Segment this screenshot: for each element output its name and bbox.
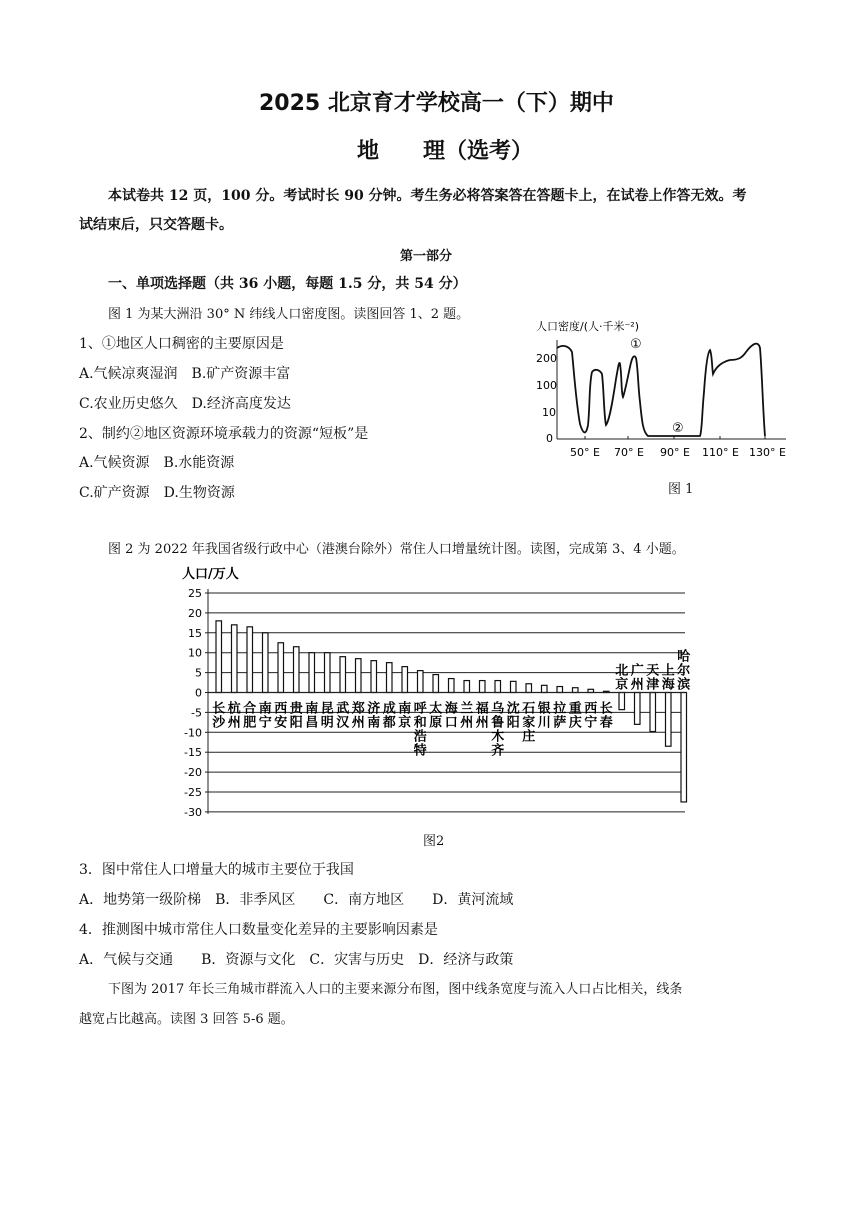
fig2-bar [418, 671, 424, 693]
fig2-ytick-label: -5 [191, 706, 202, 720]
fig2-category-label: 天津 [646, 663, 660, 693]
fig2-bar [464, 681, 470, 693]
fig2-ytick-label: -25 [184, 786, 202, 799]
fig2-ylabel: 人口/万人 [182, 567, 239, 582]
fig2-category-label: 沈阳 [506, 701, 520, 731]
instructions-line1: 本试卷共 12 页，100 分。考试时长 90 分钟。考生务必将答案答在答题卡上，在试卷上作答无效。考 [108, 188, 747, 204]
fig1-ylabel: 人口密度/(人·千米⁻²) [536, 320, 640, 333]
fig2-category-label: 上海 [661, 663, 675, 693]
fig2-bar [681, 693, 687, 802]
fig2-category-label: 西安 [274, 701, 288, 731]
fig2-category-label: 广州 [630, 663, 644, 693]
fig2-category-label: 北京 [615, 663, 629, 693]
q3-stem: 3．图中常住人口增量大的城市主要位于我国 [79, 862, 354, 878]
fig1-xtick: 110° E [702, 446, 739, 459]
q1-options-ab: A.气候凉爽湿润 B.矿产资源丰富 [79, 366, 291, 382]
fig3-intro-line1: 下图为 2017 年长三角城市群流入人口的主要来源分布图，图中线条宽度与流入人口占比相关，线条 [108, 982, 683, 997]
fig1-marker-1: ① [630, 337, 642, 352]
fig2-category-label: 成都 [382, 701, 396, 731]
fig2-category-label: 重庆 [568, 701, 582, 731]
fig1-chart [530, 312, 800, 472]
exam-subtitle: 地 理（选考） [357, 139, 534, 164]
fig2-bar [294, 647, 300, 693]
q3-options: A．地势第一级阶梯 B．非季风区 C．南方地区 D．黄河流域 [79, 892, 514, 908]
fig1-xtick: 50° E [570, 446, 600, 459]
fig2-category-label: 郑州 [351, 701, 365, 731]
fig2-ytick-label: -10 [184, 726, 202, 740]
fig2-category-label: 银川 [537, 701, 551, 731]
fig1-marker-2: ② [672, 421, 684, 436]
fig2-bar [402, 667, 408, 693]
fig2-category-label: 南昌 [305, 701, 319, 731]
fig1-intro: 图 1 为某大洲沿 30° N 纬线人口密度图。读图回答 1、2 题。 [108, 307, 470, 322]
fig2-category-label: 杭州 [227, 701, 241, 731]
fig2-bar [247, 627, 253, 693]
fig2-bar [387, 663, 393, 693]
fig2-bar [309, 653, 315, 693]
fig1-xtick: 130° E [749, 446, 786, 459]
fig2-bar [650, 693, 656, 732]
fig2-bar [666, 693, 672, 747]
fig2-category-label: 乌鲁木齐 [491, 701, 505, 759]
q4-options: A．气候与交通 B．资源与文化 C．灾害与历史 D．经济与政策 [79, 952, 514, 968]
q2-options-cd: C.矿产资源 D.生物资源 [79, 485, 235, 501]
fig2-bar [371, 661, 377, 693]
fig2-category-label: 昆明 [320, 701, 334, 731]
fig2-category-label: 海口 [444, 701, 458, 731]
q1-stem: 1、①地区人口稠密的主要原因是 [79, 336, 284, 352]
part-label: 第一部分 [400, 249, 453, 264]
fig1-ytick: 200 [536, 352, 557, 365]
fig2-bar [480, 681, 486, 693]
fig1-ytick: 10 [542, 406, 556, 419]
fig2-ytick-label: -20 [184, 766, 202, 780]
section-heading: 一、单项选择题（共 36 小题，每题 1.5 分，共 54 分） [108, 276, 467, 292]
fig2-ytick-label: 0 [195, 686, 202, 700]
fig1-caption: 图 1 [668, 482, 694, 497]
fig1-ytick: 100 [536, 379, 557, 392]
fig2-bar [526, 684, 532, 693]
fig1-xtick: 90° E [660, 446, 690, 459]
fig2-bar [495, 681, 501, 693]
q2-options-ab: A.气候资源 B.水能资源 [79, 455, 235, 471]
fig2-bar [542, 685, 548, 692]
fig2-ytick-label: 15 [188, 626, 202, 640]
fig2-category-label: 太原 [429, 701, 443, 731]
fig2-category-label: 福州 [475, 701, 489, 731]
q1-options-cd: C.农业历史悠久 D.经济高度发达 [79, 396, 291, 412]
fig2-category-label: 长春 [599, 701, 613, 731]
fig2-category-label: 石家庄 [522, 701, 536, 745]
fig2-bar [232, 625, 238, 693]
fig2-bar [449, 679, 455, 693]
fig2-bar [619, 693, 625, 710]
fig2-bar [557, 687, 563, 693]
fig1-ytick: 0 [546, 432, 553, 445]
fig2-bar [511, 681, 517, 692]
fig2-category-label: 南京 [398, 701, 412, 731]
fig2-bar [263, 633, 269, 693]
fig2-category-label: 长沙 [212, 701, 226, 731]
fig2-bar [216, 621, 222, 693]
fig2-bar [635, 693, 641, 725]
fig2-category-label: 拉萨 [553, 701, 567, 731]
fig3-intro-line2: 越宽占比越高。读图 3 回答 5-6 题。 [79, 1012, 294, 1027]
fig2-ytick-label: 25 [188, 587, 202, 600]
fig2-ytick-label: 5 [195, 666, 202, 680]
fig2-bar [356, 659, 362, 693]
instructions-line2: 试结束后，只交答题卡。 [79, 217, 233, 233]
q2-stem: 2、制约②地区资源环境承载力的资源“短板”是 [79, 426, 369, 442]
fig1-density-line [557, 344, 765, 436]
fig2-bar [340, 657, 346, 693]
fig2-ytick-label: 10 [188, 646, 202, 660]
fig1-xtick: 70° E [614, 446, 644, 459]
fig2-caption: 图2 [423, 834, 445, 849]
fig2-category-label: 兰州 [460, 701, 474, 731]
fig2-ytick-label: 20 [188, 606, 202, 620]
exam-title: 2025 北京育才学校高一（下）期中 [259, 91, 614, 116]
fig2-bar [433, 675, 439, 693]
fig2-ytick-label: -30 [184, 805, 202, 819]
fig2-category-label: 合肥 [243, 701, 257, 731]
fig2-category-label: 呼和浩特 [413, 701, 427, 759]
fig2-category-label: 济南 [367, 701, 381, 731]
fig2-category-label: 哈尔滨 [677, 649, 691, 693]
fig2-category-label: 武汉 [336, 701, 350, 731]
fig2-category-label: 南宁 [258, 701, 272, 731]
fig2-bar [325, 653, 331, 693]
fig2-intro: 图 2 为 2022 年我国省级行政中心（港澳台除外）常住人口增量统计图。读图，完成第 3、4 小题。 [108, 542, 685, 557]
fig2-category-label: 贵阳 [289, 701, 303, 731]
q4-stem: 4．推测图中城市常住人口数量变化差异的主要影响因素是 [79, 922, 438, 938]
fig2-bar [278, 643, 284, 693]
fig2-category-label: 西宁 [584, 701, 598, 731]
fig2-bar [573, 688, 579, 693]
fig2-ytick-label: -15 [184, 746, 202, 760]
fig2-chart [170, 560, 700, 820]
